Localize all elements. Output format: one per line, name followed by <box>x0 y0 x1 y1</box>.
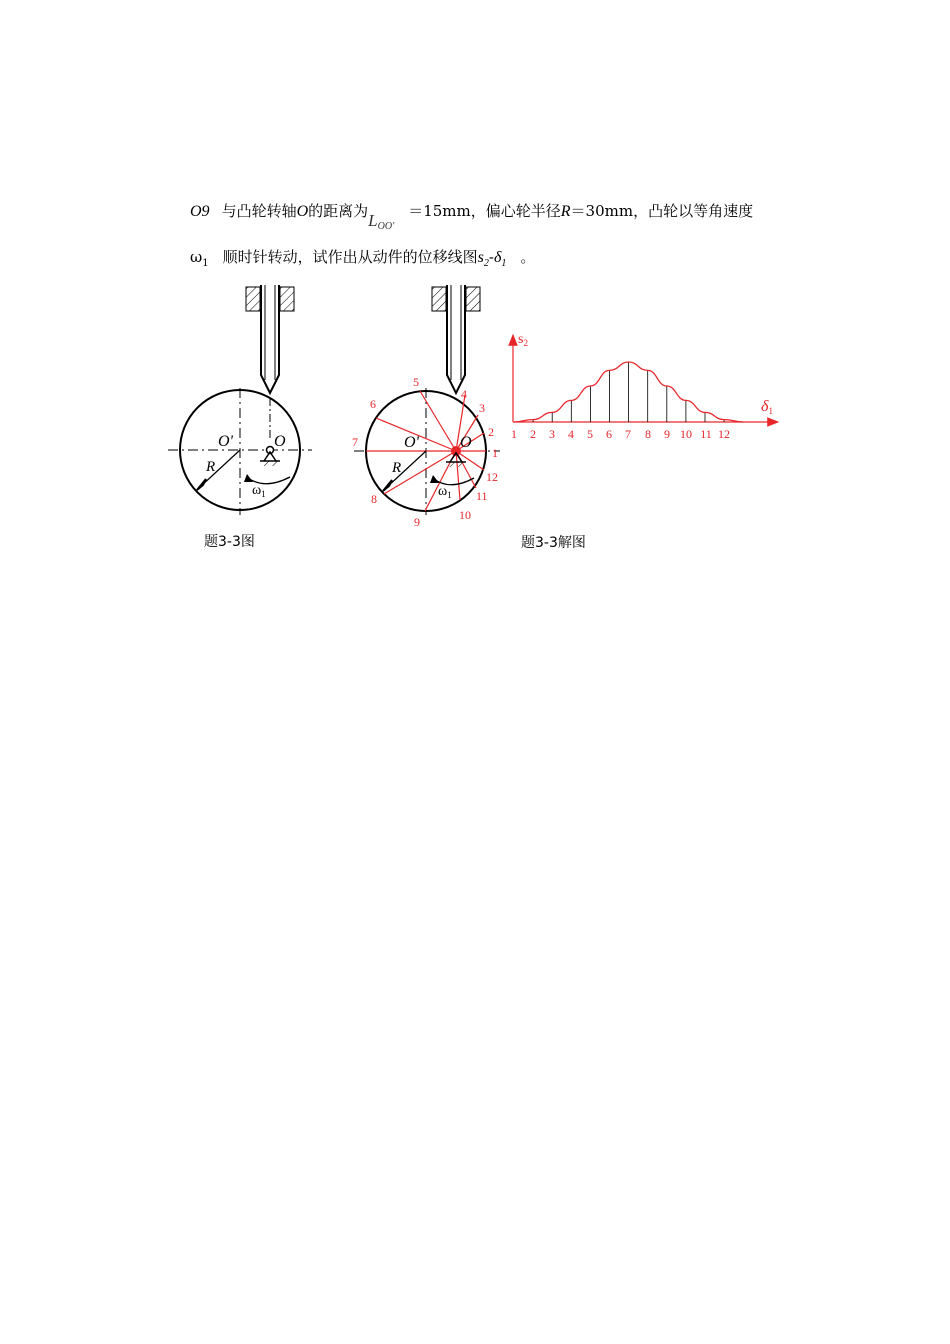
left-label-o-prime: O' <box>218 433 233 450</box>
right-guide-hatch-left <box>432 287 446 311</box>
text-2: 的距离为 <box>308 202 369 220</box>
chart-tick-1: 1 <box>511 427 517 441</box>
left-guide-hatch-left <box>246 287 260 311</box>
chart-tick-4: 4 <box>568 427 574 441</box>
right-point-label-4: 4 <box>461 387 467 401</box>
left-ground-hatch <box>260 461 280 466</box>
displacement-chart <box>511 332 778 441</box>
chart-tick-5: 5 <box>587 427 593 441</box>
left-cam-figure <box>168 285 312 515</box>
text-4: ＝30mm，凸轮以等角速度 <box>570 202 754 220</box>
text-5: 顺时针转动，试作出从动件的位移线图 <box>222 248 478 266</box>
right-point-label-7: 7 <box>352 435 358 449</box>
right-point-label-3: 3 <box>479 401 485 415</box>
left-label-o: O <box>274 433 286 450</box>
chart-tick-11: 11 <box>700 427 712 441</box>
chart-y-label: $s_2$ <box>518 332 528 348</box>
right-point-label-5: 5 <box>413 375 419 389</box>
left-pivot-support <box>264 452 276 461</box>
chart-tick-6: 6 <box>606 427 612 441</box>
symbol-loo: $L_{OO'}$ <box>368 211 395 232</box>
symbol-delta1: $\delta_1$ <box>493 249 507 269</box>
right-point-label-9: 9 <box>414 515 420 529</box>
right-guide-hatch-right <box>466 287 480 311</box>
chart-tick-3: 3 <box>549 427 555 441</box>
right-point-label-2: 2 <box>488 425 494 439</box>
right-point-label-1: 1 <box>492 446 498 460</box>
text-3: ＝15mm，偏心轮半径 <box>408 202 561 220</box>
right-cam-figure <box>352 285 500 529</box>
chart-tick-9: 9 <box>664 427 670 441</box>
right-omega-arrow <box>430 475 439 483</box>
caption-left: 题3-3图 <box>204 534 255 550</box>
left-omega-arrow <box>244 474 253 482</box>
chart-tick-8: 8 <box>645 427 651 441</box>
left-label-omega: $\omega_1$ <box>252 483 266 499</box>
text-1: 与凸轮转轴 <box>221 202 297 220</box>
left-follower <box>261 285 279 393</box>
right-follower <box>447 285 465 393</box>
left-guide-hatch-right <box>280 287 294 311</box>
symbol-o: O <box>296 203 309 220</box>
chart-verticals <box>533 362 724 422</box>
chart-tick-12: 12 <box>718 427 730 441</box>
right-label-r: R <box>392 460 402 476</box>
right-point-label-12: 12 <box>486 470 498 484</box>
right-point-label-10: 10 <box>459 508 471 522</box>
chart-tick-10: 10 <box>680 427 692 441</box>
chart-tick-2: 2 <box>530 427 536 441</box>
left-radius-arrow <box>197 479 206 490</box>
chart-x-label: δ1 <box>761 398 773 416</box>
right-ray-5 <box>420 391 456 451</box>
period: 。 <box>520 248 536 266</box>
symbol-s2: $s_2$ <box>477 249 489 269</box>
ref-o9: O9 <box>190 203 210 220</box>
right-point-label-6: 6 <box>370 397 376 411</box>
symbol-omega: $\omega_1$ <box>190 248 209 269</box>
right-point-label-8: 8 <box>371 492 377 506</box>
right-label-omega: $\omega_1$ <box>438 484 452 500</box>
symbol-r: R <box>560 203 571 220</box>
dash: - <box>488 248 494 266</box>
chart-tick-7: 7 <box>625 427 631 441</box>
right-label-o: O <box>460 434 472 451</box>
right-label-o-prime: O' <box>404 434 419 451</box>
right-ground-hatch <box>446 462 466 467</box>
right-point-label-11: 11 <box>476 489 488 503</box>
caption-right: 题3-3解图 <box>521 535 586 551</box>
left-label-r: R <box>206 459 216 475</box>
